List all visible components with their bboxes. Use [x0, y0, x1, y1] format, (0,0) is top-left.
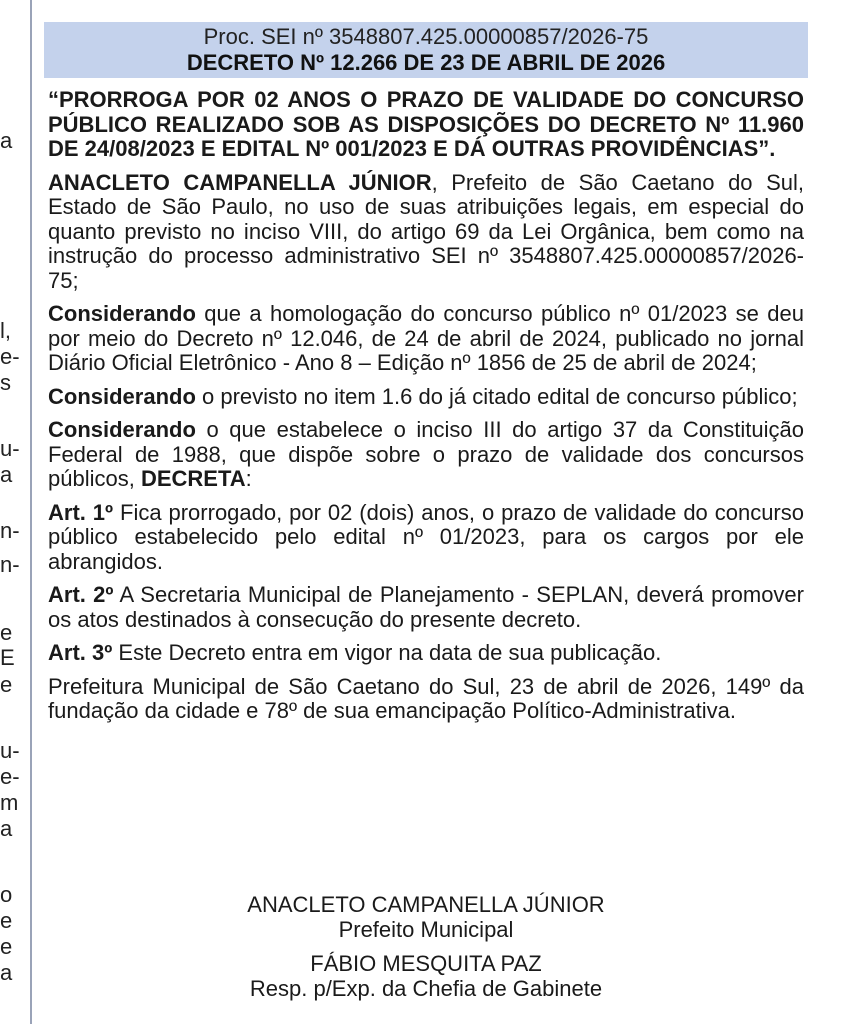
preamble — [48, 171, 804, 294]
closing-paragraph: Prefeitura Municipal de São Caetano do Sul, 23 de abril de 2026, 149º da fundação da cidade e 78º de sua emancipação Político-Administrativa. — [48, 673, 804, 723]
article-3 — [48, 641, 804, 666]
fragment: e- — [0, 344, 20, 369]
fragment: E — [0, 645, 15, 670]
decreta-keyword: DECRETA — [140, 466, 246, 491]
fragment: o — [0, 882, 13, 907]
adjacent-column-fragments — [0, 0, 26, 1024]
signatory-role: Resp. p/Exp. da Chefia de Gabinete — [249, 976, 603, 1001]
fragment: n- — [0, 552, 20, 577]
article-1 — [48, 501, 804, 575]
fragment: e — [0, 934, 13, 959]
considerando-label: Considerando — [48, 383, 196, 409]
signature-block — [48, 892, 804, 1001]
fragment: u- — [0, 738, 20, 763]
article-label: Art. 3º — [48, 640, 113, 665]
fragment: a — [0, 816, 13, 841]
article-text: Fica prorrogado, por 02 (dois) anos, o prazo de validade do concurso público estabelecido pelo edital nº 01/2023, para os cargos por ele abrangidos. — [48, 499, 804, 574]
considerando-tail: : — [245, 466, 252, 491]
process-number: Proc. SEI nº 3548807.425.00000857/2026-75 — [203, 24, 649, 49]
article-label: Art. 1º — [48, 499, 114, 525]
fragment: e- — [0, 764, 20, 789]
fragment: s — [0, 370, 11, 395]
signatory-role: Prefeito Municipal — [338, 917, 514, 942]
signatory-name: ANACLETO CAMPANELLA JÚNIOR — [247, 892, 605, 917]
preamble-text: , Prefeito de São Caetano do Sul, Estado de São Paulo, no uso de suas atribuições legais, em especial do quanto previsto no inciso VIII, do artigo 69 da Lei Orgânica, bem como na instrução do processo administrativo SEI nº 3548807.425.00000857/2026-75; — [48, 169, 804, 293]
decree-header — [44, 22, 808, 78]
mayor-name: ANACLETO CAMPANELLA JÚNIOR — [48, 169, 432, 195]
considerando-3 — [48, 418, 804, 492]
considerando-text: o que estabelece o inciso III do artigo 37 da Constituição Federal de 1988, que dispõe sobre o prazo de validade dos concursos públicos, — [48, 417, 804, 491]
fragment: e — [0, 672, 13, 697]
article-label: Art. 2º — [48, 582, 114, 607]
considerando-1 — [48, 302, 804, 376]
fragment: u- — [0, 436, 20, 461]
considerando-text: que a homologação do concurso público nº 01/2023 se deu por meio do Decreto nº 12.046, de 24 de abril de 2024, publicado no jornal Diário Oficial Eletrônico - Ano 8 – Edição nº 1856 de 25 de abril de 2024; — [48, 301, 804, 375]
considerando-label: Considerando — [48, 301, 196, 326]
ementa: “PRORROGA POR 02 ANOS O PRAZO DE VALIDADE DO CONCURSO PÚBLICO REALIZADO SOB AS DISPOSIÇÕES DO DECRETO Nº 11.960 DE 24/08/2023 E EDITAL Nº 001/2023 E DÁ OUTRAS PROVIDÊNCIAS”. — [48, 87, 804, 161]
signatory-name: FÁBIO MESQUITA PAZ — [310, 951, 542, 976]
fragment: a — [0, 960, 13, 985]
decree-title: DECRETO Nº 12.266 DE 23 DE ABRIL DE 2026 — [186, 50, 666, 75]
fragment: m — [0, 790, 19, 815]
fragment: e — [0, 908, 13, 933]
article-text: Este Decreto entra em vigor na data de sua publicação. — [112, 640, 662, 665]
fragment: a — [0, 128, 13, 153]
article-2 — [48, 583, 804, 632]
fragment: l, — [0, 318, 11, 343]
column-divider — [30, 0, 32, 1024]
considerando-2 — [48, 385, 804, 410]
fragment: n- — [0, 518, 20, 543]
article-text: A Secretaria Municipal de Planejamento - SEPLAN, deverá promover os atos destinados à consecução do presente decreto. — [48, 582, 804, 632]
decree-body — [48, 88, 804, 733]
fragment: a — [0, 462, 13, 487]
fragment: e — [0, 620, 13, 645]
considerando-text: o previsto no item 1.6 do já citado edital de concurso público; — [195, 383, 798, 409]
considerando-label: Considerando — [48, 417, 196, 442]
